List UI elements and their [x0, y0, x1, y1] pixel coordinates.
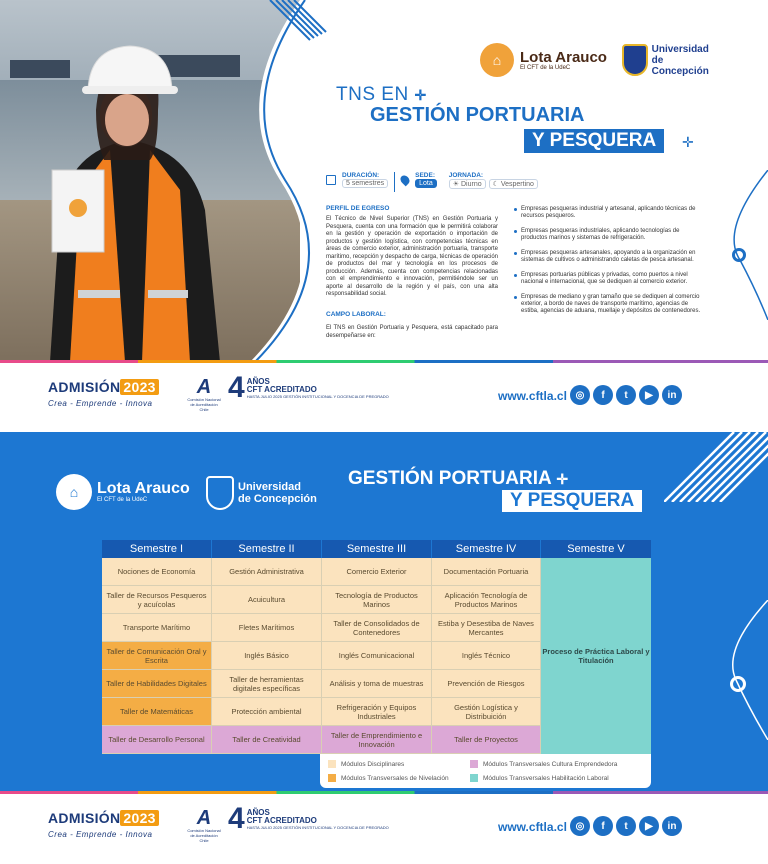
admision-logo: [48, 810, 159, 839]
course-cell: Gestión Logística y Distribuición: [432, 698, 541, 726]
title-prefix: [336, 84, 427, 106]
linkedin-icon[interactable]: in: [662, 816, 682, 836]
udec-logo-line2: de Concepción: [238, 493, 317, 505]
course-cell: Taller de Proyectos: [432, 726, 541, 754]
twitter-icon[interactable]: t: [616, 385, 636, 405]
lota-logo-name: Lota Arauco: [97, 480, 190, 497]
perfil-text: El Técnico de Nivel Superior (TNS) en Gestión Portuaria y Pesquera, cuenta con una formación que le permitirá colaborar en la gestión y operación de exportación o importación de productos y gestión logística, con competencias técnicas en áreas de comercio exterior, administración portuaria, transporte marítimo, recepción y despacho de carga, técnicas de operación de productos del mar y tecnología en los procesos de producción. Además, cuenta con competencias relacionadas con el emprendimiento e innovación, permitiéndole ser un aporte al desarrollo de la región y el país, con una alta responsabilidad social.: [326, 216, 498, 297]
tagline: Crea - Emprende - Innova: [48, 399, 153, 408]
course-cell: Taller de Habilidades Digitales: [102, 670, 212, 698]
shield-icon: [206, 476, 234, 510]
campo-heading: CAMPO LABORAL:: [326, 311, 386, 318]
curriculum-title-text: GESTIÓN PORTUARIA: [348, 468, 552, 489]
youtube-icon[interactable]: ▶: [639, 816, 659, 836]
course-cell: Taller de Recursos Pesqueros y acuícolas: [102, 586, 212, 614]
location-pin-icon: [399, 174, 412, 187]
legend-item: [470, 760, 617, 768]
udec-logo-line1: Universidad: [238, 481, 301, 493]
curriculum-title-line2: Y PESQUERA: [502, 490, 642, 512]
course-cell: Comercio Exterior: [322, 558, 432, 586]
perfil-heading: PERFIL DE EGRESO: [326, 205, 390, 212]
footer-strip: [0, 363, 768, 433]
course-cell: Inglés Básico: [212, 642, 322, 670]
ring-icon: [730, 676, 746, 692]
list-item: Empresas de mediano y gran tamaño que se dediquen al comercio exterior, a bordo de naves de transporte marítimo, agencias de estiba, agencias de aduana, muellaje y depósitos de contenedores.: [514, 294, 704, 315]
course-cell: Transporte Marítimo: [102, 614, 212, 642]
course-cell: Gestión Administrativa: [212, 558, 322, 586]
acreditacion-badge: [228, 373, 389, 403]
social-links: [570, 385, 682, 405]
course-cell: Taller de Matemáticas: [102, 698, 212, 726]
curriculum-title-line1: [348, 468, 568, 490]
twitter-icon[interactable]: t: [616, 816, 636, 836]
worker-figure: [30, 40, 240, 362]
jornada-diurno-text: Diurno: [460, 181, 482, 188]
duracion-value: 5 semestres: [342, 179, 388, 188]
legend-label: Módulos Transversales Cultura Emprendedora: [483, 760, 618, 768]
shield-icon: [622, 44, 648, 76]
title-prefix-text: TNS EN: [336, 84, 409, 105]
sparkle-icon: ✛: [556, 471, 569, 487]
decorative-stripes: [664, 432, 768, 502]
course-cell: Taller de Comunicación Oral y Escrita: [102, 642, 212, 670]
jornada-vespertino-text: Vespertino: [500, 181, 534, 188]
course-cell: Taller de Desarrollo Personal: [102, 726, 212, 754]
anios-label: AÑOS: [246, 807, 270, 817]
admision-logo: [48, 379, 159, 408]
legend-item: [328, 774, 449, 782]
anios-number: 4: [228, 802, 245, 835]
lota-logo-sub: El CFT de la UdeC: [520, 64, 571, 71]
duracion-label: DURACIÓN:: [342, 172, 380, 179]
sparkle-icon: ✛: [682, 134, 694, 150]
jornada-vespertino: ☾ Vespertino: [489, 179, 538, 189]
decorative-curve: [720, 170, 768, 320]
lota-logo-name: Lota Arauco: [520, 48, 607, 66]
legend-label: Módulos Disciplinares: [341, 760, 405, 768]
sparkle-icon: ✛: [414, 87, 427, 103]
udec-logo-line2: de Concepción: [651, 54, 709, 77]
course-cell: Fletes Marítimos: [212, 614, 322, 642]
anios-label: AÑOS: [246, 376, 270, 386]
course-cell: Nociones de Economía: [102, 558, 212, 586]
website-link[interactable]: www.cftla.cl: [498, 820, 567, 834]
cna-logo: [186, 377, 222, 417]
cna-logo: [186, 808, 222, 848]
lota-arauco-logo-bottom: [56, 474, 190, 510]
page-title-line1: GESTIÓN PORTUARIA: [370, 104, 585, 126]
semester-header: Semestre I: [102, 540, 212, 558]
semester-header: Semestre V: [541, 540, 651, 558]
list-item: Empresas portuarias públicas y privadas, como puertos a nivel nacional e internacional, que se dediquen al comercio exterior.: [514, 272, 704, 286]
legend-item: [328, 760, 404, 768]
facebook-icon[interactable]: f: [593, 816, 613, 836]
course-cell: Análisis y toma de muestras: [322, 670, 432, 698]
acreditado-detail: HASTA JULIO 2025 GESTIÓN INSTITUCIONAL Y DOCENCIA DE PREGRADO: [246, 824, 389, 830]
lota-logo-sub: El CFT de la UdeC: [97, 497, 148, 503]
course-cell: Refrigeración y Equipos Industriales: [322, 698, 432, 726]
cna-mark: A: [196, 807, 212, 829]
course-cell: Documentación Portuaria: [432, 558, 541, 586]
semester-header: Semestre III: [322, 540, 432, 558]
course-cell: Inglés Técnico: [432, 642, 541, 670]
instagram-icon[interactable]: ◎: [570, 385, 590, 405]
youtube-icon[interactable]: ▶: [639, 385, 659, 405]
course-cell: Protección ambiental: [212, 698, 322, 726]
employment-list: [514, 206, 704, 323]
course-cell: Inglés Comunicacional: [322, 642, 432, 670]
course-cell: Acuicultura: [212, 586, 322, 614]
course-cell: Taller de Creatividad: [212, 726, 322, 754]
admision-text: ADMISIÓN: [48, 810, 121, 826]
divider: [394, 172, 395, 192]
facebook-icon[interactable]: f: [593, 385, 613, 405]
footer-strip: [0, 794, 768, 864]
admision-year: 2023: [120, 810, 158, 826]
program-info-panel: [0, 0, 768, 362]
admision-text: ADMISIÓN: [48, 379, 121, 395]
udec-logo-line1: Universidad: [651, 43, 709, 55]
list-item: Empresas pesqueras industrial y artesanal, aplicando técnicas de recursos pesqueros.: [514, 206, 704, 220]
lighthouse-icon: ⌂: [56, 474, 92, 510]
list-item: Empresas pesqueras artesanales, apoyando a la organización en sistemas de cultivos o administrando caletas de pesca artesanal.: [514, 250, 704, 264]
social-links: [570, 816, 682, 836]
admision-year: 2023: [120, 379, 158, 395]
cna-mark: A: [196, 376, 212, 398]
legend-swatch: [328, 774, 336, 782]
anios-number: 4: [228, 371, 245, 404]
semester-header: Semestre IV: [432, 540, 541, 558]
legend-label: Módulos Transversales Habilitación Laboral: [483, 774, 609, 782]
legend-swatch: [328, 760, 336, 768]
legend: [320, 754, 651, 788]
campo-text: El TNS en Gestión Portuaria y Pesquera, está capacitado para desempeñarse en:: [326, 325, 498, 339]
acreditado-label: CFT ACREDITADO: [246, 384, 317, 394]
website-link[interactable]: www.cftla.cl: [498, 389, 567, 403]
instagram-icon[interactable]: ◎: [570, 816, 590, 836]
cna-text: Comisión Nacional de Acreditación Chile: [187, 828, 221, 843]
course-cell: Estiba y Desestiba de Naves Mercantes: [432, 614, 541, 642]
jornada-label: JORNADA:: [448, 172, 484, 179]
course-cell: Prevención de Riesgos: [432, 670, 541, 698]
tagline: Crea - Emprende - Innova: [48, 830, 153, 839]
acreditacion-badge: [228, 804, 389, 834]
sede-label: SEDE:: [415, 172, 435, 179]
course-cell: Taller de Emprendimiento e Innovación: [322, 726, 432, 754]
acreditado-detail: HASTA JULIO 2025 GESTIÓN INSTITUCIONAL Y DOCENCIA DE PREGRADO: [246, 393, 389, 399]
linkedin-icon[interactable]: in: [662, 385, 682, 405]
sede-value: Lota: [415, 179, 437, 188]
legend-item: [470, 774, 609, 782]
ring-icon: [732, 248, 746, 262]
decorative-curve: [722, 600, 768, 740]
legend-swatch: [470, 774, 478, 782]
udec-logo-bottom: [206, 476, 317, 510]
course-cell: Aplicación Tecnología de Productos Marinos: [432, 586, 541, 614]
course-cell: Taller de Consolidados de Contenedores: [322, 614, 432, 642]
page-title-line2: Y PESQUERA: [524, 129, 664, 153]
legend-label: Módulos Transversales de Nivelación: [341, 774, 449, 782]
semester-header: Semestre II: [212, 540, 322, 558]
legend-swatch: [470, 760, 478, 768]
lota-arauco-logo: [480, 40, 620, 80]
lighthouse-icon: ⌂: [480, 43, 514, 77]
acreditado-label: CFT ACREDITADO: [246, 815, 317, 825]
cna-text: Comisión Nacional de Acreditación Chile: [187, 397, 221, 412]
semester-5-cell: Proceso de Práctica Laboral y Titulación: [541, 558, 651, 754]
calendar-icon: [326, 175, 336, 185]
list-item: Empresas pesqueras industriales, aplicando tecnologías de productos marinos y sistemas de refrigeración.: [514, 228, 704, 242]
course-cell: Taller de herramientas digitales específicas: [212, 670, 322, 698]
udec-logo: [622, 42, 722, 78]
program-meta: [326, 172, 538, 192]
course-cell: Tecnología de Productos Marinos: [322, 586, 432, 614]
jornada-diurno: ☀ Diurno: [449, 179, 486, 189]
